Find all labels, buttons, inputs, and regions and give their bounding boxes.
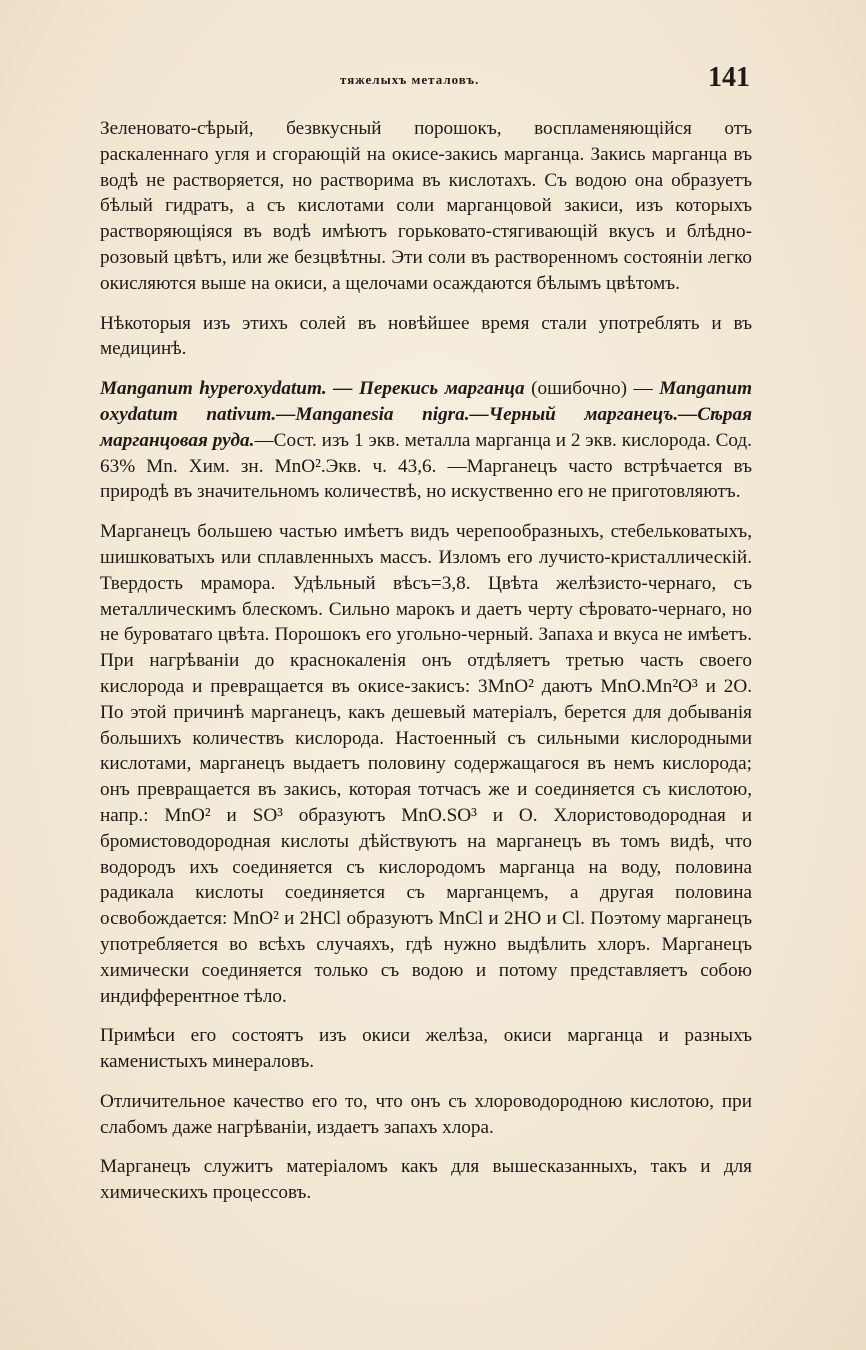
paragraph-7: Марганецъ служитъ матеріаломъ какъ для вышесказанныхъ, такъ и для химическихъ процессовъ.: [100, 1156, 752, 1204]
paragraph-5: Примѣси его состоятъ изъ окиси желѣза, окиси марганца и разныхъ каменистыхъ минераловъ.: [100, 1025, 752, 1073]
paragraph-3: [100, 376, 752, 505]
paragraph-1: Зеленовато-сѣрый, безвкусный порошокъ, воспламеняющійся отъ раскаленнаго угля и сгорающій на окисе-закись марганца. Закись марганца въ водѣ не растворяется, но растворима въ кислотахъ. Съ водою она образуетъ бѣлый гидратъ, а съ кислотами соли марганцовой закиси, изъ которыхъ растворяющіяся въ водѣ имѣютъ горьковато-стягивающій вкусъ и блѣдно-розовый цвѣтъ, или же безцвѣтны. Эти соли въ растворенномъ состояніи легко окисляются выше на окиси, а щелочами осаждаются бѣлымъ цвѣтомъ.: [100, 118, 752, 294]
paragraph-3-text-2: —Сост. изъ 1 экв. металла марганца и 2 экв. кислорода. Сод. 63% Mn. Хим. зн. MnO².Экв. ч. 43,6. —Марганецъ часто встрѣчается въ природѣ въ значительномъ количествѣ, но искуственно его не приготовляютъ.: [100, 429, 752, 503]
page-number: 141: [708, 62, 750, 93]
body-text: [100, 116, 752, 1220]
term-heading-2: Manganum oxydatum nativum.—Manganesia nigra.—Черный марганецъ.—Сѣрая марганцовая руда.: [100, 378, 752, 451]
term-heading-1: Manganum hyperoxydatum. — Перекись марганца: [100, 378, 525, 400]
paragraph-3-text-1: (ошибочно) —: [524, 378, 660, 400]
running-head: тяжелыхъ металовъ.: [340, 72, 480, 87]
paragraph-2: Нѣкоторыя изъ этихъ солей въ новѣйшее время стали употреблять и въ медицинѣ.: [100, 312, 752, 360]
paragraph-4: Марганецъ большею частью имѣетъ видъ черепообразныхъ, стебельковатыхъ, шишковатыхъ или сплавленныхъ массъ. Изломъ его лучисто-кристаллическій. Твердость мрамора. Удѣльный вѣсъ=3,8. Цвѣта желѣзисто-чернаго, съ металлическимъ блескомъ. Сильно марокъ и даетъ черту сѣровато-чернаго, но не буроватаго цвѣта. Порошокъ его угольно-черный. Запаха и вкуса не имѣетъ. При нагрѣваніи до краснокаленія онъ отдѣляетъ третью часть своего кислорода и превращается въ окисе-закисъ: 3MnO² даютъ MnO.Mn²O³ и 2O. По этой причинѣ марганецъ, какъ дешевый матеріалъ, берется для добыванія большихъ количествъ кислорода. Настоенный съ сильными кислородными кислотами, марганецъ выдаетъ половину содержащагося въ немъ кислорода; онъ превращается въ закись, которая тотчасъ же и соединяется съ кислотою, напр.: MnO² и SO³ образуютъ MnO.SO³ и O. Хлористоводородная и бромистоводородная кислоты дѣйствуютъ на марганецъ въ томъ видѣ, что водородъ ихъ соединяется съ кислородомъ марганца на воду, половина радикала кислоты соединяется съ марганцемъ, а другая половина освобождается: MnO² и 2HCl образуютъ MnCl и 2HO и Cl. Поэтому марганецъ употребляется во всѣхъ случаяхъ, гдѣ нужно выдѣлить хлоръ. Марганецъ химически соединяется только съ водою и потому представляетъ собою индифферентное тѣло.: [100, 521, 752, 1007]
paragraph-6: Отличительное качество его то, что онъ съ хлороводородною кислотою, при слабомъ даже нагрѣваніи, издаетъ запахъ хлора.: [100, 1090, 752, 1138]
